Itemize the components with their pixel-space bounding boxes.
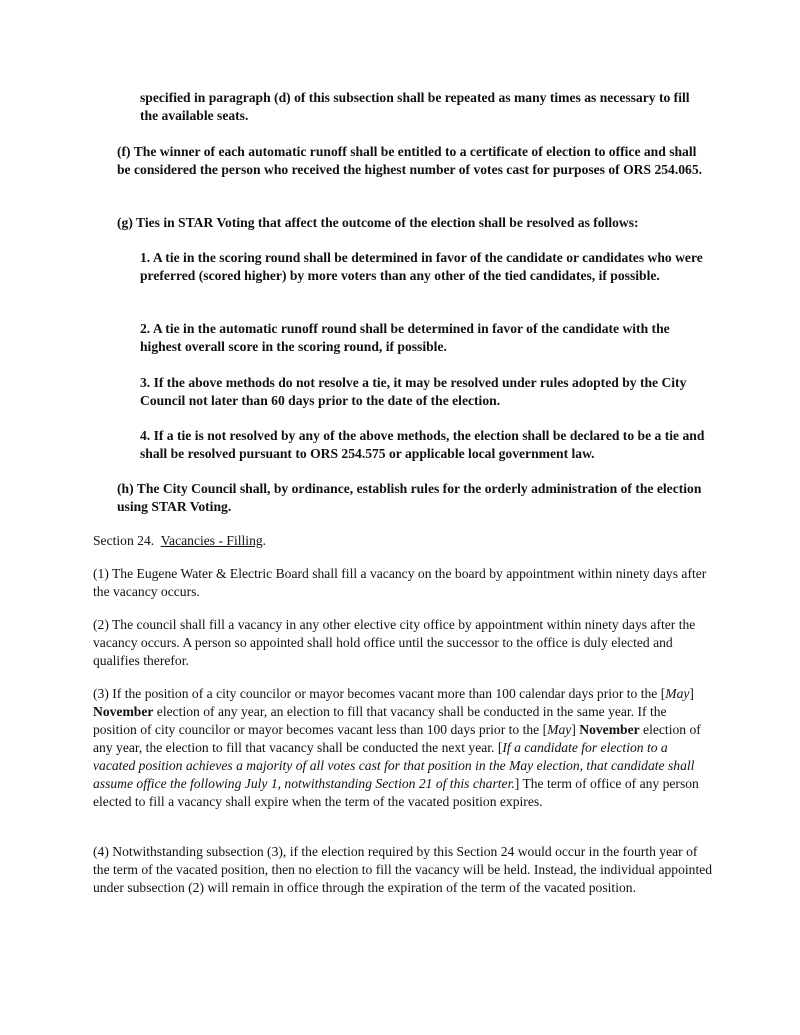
tie-rule-2: 2. A tie in the automatic runoff round shall be determined in favor of the candidate with the highest overall score in the scoring round, if possible.: [140, 321, 670, 354]
sub3-november-1: November: [93, 704, 154, 719]
tie-rule-4: 4. If a tie is not resolved by any of the above methods, the election shall be declared to be a tie and shall be resolved pursuant to ORS 254.575 or applicable local government law.: [140, 428, 705, 461]
subsection-1: (1) The Eugene Water & Electric Board shall fill a vacancy on the board by appointment within ninety days after the vacancy occurs.: [93, 566, 707, 599]
subsection-3: [93, 685, 713, 811]
sub3-text-4: ]: [571, 722, 580, 737]
section-title: Vacancies - Filling: [160, 533, 263, 548]
sub3-text-2: ]: [689, 686, 694, 701]
continuation-paragraph-d: specified in paragraph (d) of this subsection shall be repeated as many times as necessary to fill the available seats.: [140, 90, 690, 123]
paragraph-h: (h) The City Council shall, by ordinance, establish rules for the orderly administration of the election using STAR Voting.: [117, 481, 702, 514]
sub3-italic-deleted-text: If a candidate for election to a vacated position achieves a majority of all votes cast for that position in the May election, that candidate shall assume office the following July 1, notwithstanding Section 21 of this charter.: [93, 740, 695, 791]
section-title-period: .: [262, 533, 267, 548]
paragraph-g: (g) Ties in STAR Voting that affect the outcome of the election shall be resolved as follows:: [117, 215, 639, 230]
sub3-text-3: election of any year, an election to fill that vacancy shall be conducted in the same year. If the position of city councilor or mayor becomes vacant less than 100 days prior to the [: [93, 704, 667, 737]
section-label: Section 24.: [93, 533, 155, 548]
subsection-4: (4) Notwithstanding subsection (3), if the election required by this Section 24 would occur in the fourth year of the term of the vacated position, then no election to fill the vacancy will be held. Instead, the individual appointed under subsection (2) will remain in office through the expiration of the term of the vacated position.: [93, 844, 713, 895]
sub3-text-1: (3) If the position of a city councilor or mayor becomes vacant more than 100 calendar days prior to the [: [93, 686, 666, 701]
section-heading: [93, 532, 713, 550]
subsection-2: (2) The council shall fill a vacancy in any other elective city office by appointment within ninety days after the vacancy occurs. A person so appointed shall hold office until the successor to the office is duly elected and qualifies therefor.: [93, 617, 696, 668]
tie-rule-1: 1. A tie in the scoring round shall be determined in favor of the candidate or candidates who were preferred (scored higher) by more voters than any other of the tied candidates, if possible.: [140, 250, 703, 283]
sub3-text-6: ] The term of office of any person elected to fill a vacancy shall expire when the term of the vacated position expires.: [93, 776, 699, 809]
sub3-may-1: May: [665, 686, 690, 701]
sub3-may-2: May: [547, 722, 572, 737]
sub3-november-2: November: [579, 722, 640, 737]
sub3-text-5: election of any year, the election to fill that vacancy shall be conducted the next year. [: [93, 722, 701, 755]
tie-rule-3: 3. If the above methods do not resolve a tie, it may be resolved under rules adopted by the City Council not later than 60 days prior to the date of the election.: [140, 375, 687, 408]
paragraph-f: (f) The winner of each automatic runoff shall be entitled to a certificate of election to office and shall be considered the person who received the highest number of votes cast for purposes of ORS 254.065.: [117, 144, 703, 177]
